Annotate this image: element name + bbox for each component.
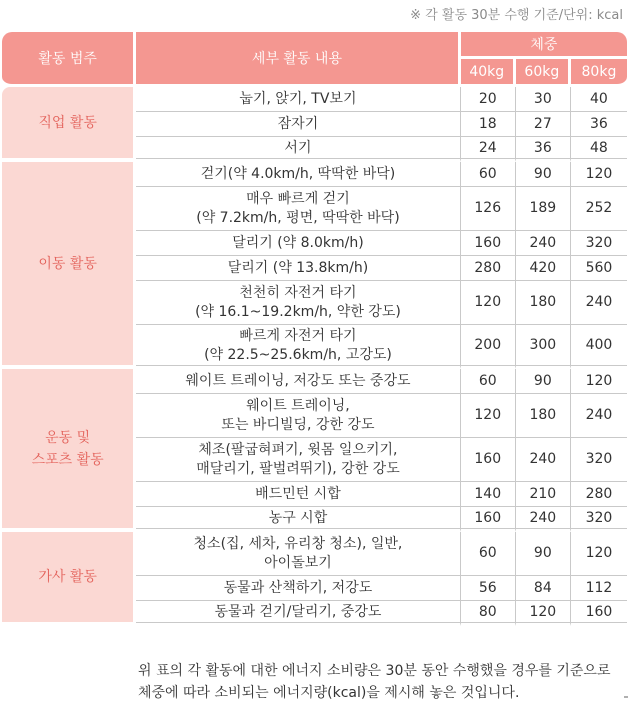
- category-label: 가사 활동: [38, 569, 97, 585]
- kcal-value-40kg: 160: [461, 438, 516, 482]
- category-cell: [2, 162, 136, 369]
- header-category: 활동 범주: [2, 32, 136, 87]
- header-weight-80: 80kg: [571, 59, 627, 87]
- activity-cell: [136, 394, 461, 438]
- category-label: 스포츠 활동: [31, 451, 104, 468]
- activity-label: 빠르게 자전거 타기: [239, 327, 357, 344]
- category-label: 직업 활동: [38, 114, 97, 131]
- activity-cell: [136, 256, 461, 281]
- kcal-value-40kg: 160: [461, 507, 516, 532]
- kcal-value-60kg: 240: [516, 507, 571, 532]
- kcal-value-60kg: 120: [516, 601, 571, 626]
- activity-cell: [136, 532, 461, 576]
- caption-line: 체중에 따라 소비되는 에너지량(kcal)을 제시해 놓은 것입니다.: [138, 685, 520, 701]
- activity-label: (약 16.1~19.2km/h, 약한 강도): [195, 303, 401, 320]
- header-detail: 세부 활동 내용: [136, 32, 461, 87]
- kcal-value-60kg: 180: [516, 394, 571, 438]
- kcal-value-40kg: 60: [461, 532, 516, 576]
- activity-label: 웨이트 트레이닝, 저강도 또는 중강도: [185, 372, 411, 389]
- kcal-value-80kg: 112: [571, 576, 627, 601]
- activity-label: (약 7.2km/h, 평면, 딱딱한 바닥): [196, 209, 400, 226]
- kcal-value-40kg: 120: [461, 281, 516, 325]
- caption: [138, 660, 628, 704]
- kcal-value-60kg: 300: [516, 325, 571, 369]
- activity-cell: [136, 281, 461, 325]
- kcal-value-40kg: 80: [461, 601, 516, 626]
- activity-label: 배드민턴 시합: [255, 485, 341, 502]
- kcal-value-60kg: 27: [516, 112, 571, 137]
- activity-label: 웨이트 트레이닝,: [246, 397, 350, 414]
- unit-note: ※ 각 활동 30분 수행 기준/단위: kcal: [410, 8, 623, 23]
- header-weight-40: 40kg: [461, 59, 516, 87]
- activity-label: 동물과 걷기/달리기, 중강도: [214, 603, 382, 620]
- kcal-value-80kg: 320: [571, 231, 627, 256]
- kcal-value-80kg: 160: [571, 601, 627, 626]
- kcal-value-60kg: 189: [516, 187, 571, 231]
- activity-label: 천천히 자전거 타기: [239, 284, 357, 301]
- kcal-value-60kg: 90: [516, 369, 571, 394]
- kcal-value-60kg: 84: [516, 576, 571, 601]
- kcal-value-60kg: 90: [516, 532, 571, 576]
- table-row: [2, 162, 627, 187]
- kcal-value-40kg: 20: [461, 87, 516, 112]
- activity-cell: [136, 482, 461, 507]
- kcal-value-40kg: 56: [461, 576, 516, 601]
- kcal-value-40kg: 60: [461, 369, 516, 394]
- activity-cell: [136, 137, 461, 162]
- activity-label: 서기: [284, 139, 312, 156]
- category-label: 운동 및: [45, 429, 91, 446]
- activity-label: 동물과 산책하기, 저강도: [223, 579, 373, 596]
- kcal-value-60kg: 36: [516, 137, 571, 162]
- activity-label: 눕기, 앉기, TV보기: [239, 90, 357, 107]
- activity-label: 매달리기, 팔벌려뛰기), 강한 강도: [196, 460, 400, 477]
- page-mark: [624, 696, 628, 698]
- kcal-value-80kg: 240: [571, 281, 627, 325]
- kcal-value-60kg: 240: [516, 231, 571, 256]
- header-weight-60: 60kg: [516, 59, 571, 87]
- kcal-value-80kg: 48: [571, 137, 627, 162]
- activity-cell: [136, 576, 461, 601]
- activity-label: 잠자기: [277, 115, 319, 132]
- kcal-value-80kg: 120: [571, 532, 627, 576]
- kcal-value-80kg: 280: [571, 482, 627, 507]
- activity-cell: [136, 87, 461, 112]
- header-weight: 체중: [461, 32, 627, 59]
- kcal-value-80kg: 400: [571, 325, 627, 369]
- activity-label: 걷기(약 4.0km/h, 딱딱한 바닥): [200, 165, 396, 182]
- kcal-value-40kg: 24: [461, 137, 516, 162]
- category-cell: [2, 369, 136, 532]
- kcal-value-60kg: 420: [516, 256, 571, 281]
- activity-label: 또는 바디빌딩, 강한 강도: [221, 416, 375, 433]
- kcal-value-60kg: 90: [516, 162, 571, 187]
- category-cell: [2, 532, 136, 626]
- table-body: [2, 87, 627, 626]
- kcal-value-60kg: 210: [516, 482, 571, 507]
- kcal-value-80kg: 252: [571, 187, 627, 231]
- activity-label: 매우 빠르게 걷기: [246, 190, 350, 207]
- activity-label: 달리기 (약 8.0km/h): [232, 234, 364, 251]
- activity-cell: [136, 231, 461, 256]
- kcal-value-80kg: 240: [571, 394, 627, 438]
- category-label: 이동 활동: [38, 255, 97, 272]
- activity-label: 농구 시합: [268, 509, 328, 526]
- activity-cell: [136, 162, 461, 187]
- table-row: [2, 369, 627, 394]
- kcal-value-80kg: 320: [571, 438, 627, 482]
- category-cell: [2, 87, 136, 162]
- activity-label: 달리기 (약 13.8km/h): [227, 259, 369, 276]
- kcal-value-40kg: 160: [461, 231, 516, 256]
- kcal-value-40kg: 140: [461, 482, 516, 507]
- activity-label: 체조(팔굽혀펴기, 윗몸 일으키기,: [198, 441, 398, 458]
- activity-cell: [136, 325, 461, 369]
- activity-cell: [136, 601, 461, 626]
- kcal-value-60kg: 240: [516, 438, 571, 482]
- kcal-value-60kg: 180: [516, 281, 571, 325]
- caption-line: 위 표의 각 활동에 대한 에너지 소비량은 30분 동안 수행했을 경우를 기준으로: [138, 663, 611, 679]
- kcal-value-60kg: 30: [516, 87, 571, 112]
- kcal-value-80kg: 560: [571, 256, 627, 281]
- activity-cell: [136, 112, 461, 137]
- activity-cell: [136, 507, 461, 532]
- kcal-value-40kg: 18: [461, 112, 516, 137]
- kcal-value-80kg: 120: [571, 162, 627, 187]
- kcal-value-40kg: 120: [461, 394, 516, 438]
- table-row: [2, 87, 627, 112]
- kcal-value-40kg: 126: [461, 187, 516, 231]
- activity-cell: [136, 438, 461, 482]
- kcal-value-80kg: 120: [571, 369, 627, 394]
- activity-label: (약 22.5~25.6km/h, 고강도): [204, 346, 392, 363]
- activity-label: 청소(집, 세차, 유리창 청소), 일반,: [193, 535, 403, 552]
- kcal-value-40kg: 60: [461, 162, 516, 187]
- activity-label: 아이돌보기: [264, 554, 332, 571]
- activity-cell: [136, 369, 461, 394]
- kcal-value-80kg: 320: [571, 507, 627, 532]
- energy-table: [2, 32, 627, 626]
- kcal-value-40kg: 280: [461, 256, 516, 281]
- kcal-value-80kg: 36: [571, 112, 627, 137]
- table-row: [2, 532, 627, 576]
- activity-cell: [136, 187, 461, 231]
- kcal-value-40kg: 200: [461, 325, 516, 369]
- kcal-value-80kg: 40: [571, 87, 627, 112]
